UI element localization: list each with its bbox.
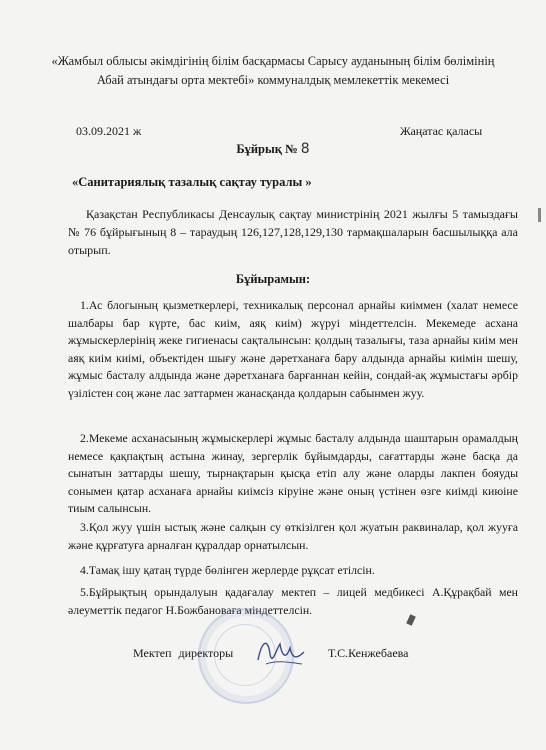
intro-paragraph: Қазақстан Республикасы Денсаулық сақтау министрінің 2021 жылғы 5 тамыздағы № 76 бұйрығының 8 – тараудың 126,127,128,129,130 тармақшаларын басшылыққа ала отырып. xyxy=(68,207,518,257)
order-number: 8 xyxy=(300,141,310,157)
clause-5: 5.Бұйрықтың орындалуын қадағалау мектеп – лицей медбикесі А.Құрақбай мен әлеуметтік педагог Н.Божбановаға міндеттелсін. xyxy=(68,585,518,617)
order-title xyxy=(0,141,546,157)
clause-1: 1.Ас блогының қызметкерлері, техникалық персонал арнайы киіммен (халат немесе шалбары бар күрте, бас киім, аяқ киім) жүруі міндеттелсін. Мекемеде асхана жұмыскерлерінің жеке гигиенасы сақталынсын: қолдың тазалығы, таза арнайы киім мен аяқ киім киімі, объектіден шығу және дәретханаға бару алдында арнайы киімін шешу, жұмыс басталу алдында және дәретханаға барғаннан кейін, сондай-ақ жұмыстағы әрбір үзілістен соң және лас заттармен жанасқанда қолдарын сабынмен жуу. xyxy=(68,298,518,400)
margin-mark xyxy=(538,208,541,222)
clause-4: 4.Тамақ ішу қатаң түрде бөлінген жерлерде рұқсат етілсін. xyxy=(80,563,375,577)
signature-row xyxy=(0,646,546,666)
order-subject: «Санитариялық тазалық сақтау туралы » xyxy=(72,175,312,189)
institution-header xyxy=(40,52,506,90)
order-title-label: Бұйрық № xyxy=(236,142,298,156)
signature-label: Мектеп директоры xyxy=(133,646,234,660)
signature-name: Т.С.Кенжебаева xyxy=(328,646,409,660)
meta-row xyxy=(0,124,546,142)
order-date: 03.09.2021 ж xyxy=(76,124,142,138)
order-place: Жаңатас қаласы xyxy=(400,124,483,138)
clause-2: 2.Мекеме асханасының жұмыскерлері жұмыс басталу алдында шаштарын орамалдың немесе қақпақтың астына жинау, зергерлік бұйымдарды, сағаттарды және басқа да сынатын заттарды шешу, тырнақтарын қысқа етіп алу және оларды лакпен бояуды сонымен қатар асханаға арнайы киімсіз кіруіне және оның үстінен өзге киімді киюіне тиым салынсын. xyxy=(68,431,518,515)
header-line-1: «Жамбыл облысы әкімдігінің білім басқармасы Сарысу ауданының білім бөлімінің xyxy=(51,54,495,68)
clause-3: 3.Қол жуу үшін ыстық және салқын су өткізілген қол жуатын раквиналар, қол жууға және құрғатуға арналған құралдар орнатылсын. xyxy=(68,520,518,552)
header-line-2: Абай атындағы орта мектебі» коммуналдық мемлекеттік мекемесі xyxy=(96,73,450,87)
decree-heading: Бұйырамын: xyxy=(235,272,311,286)
